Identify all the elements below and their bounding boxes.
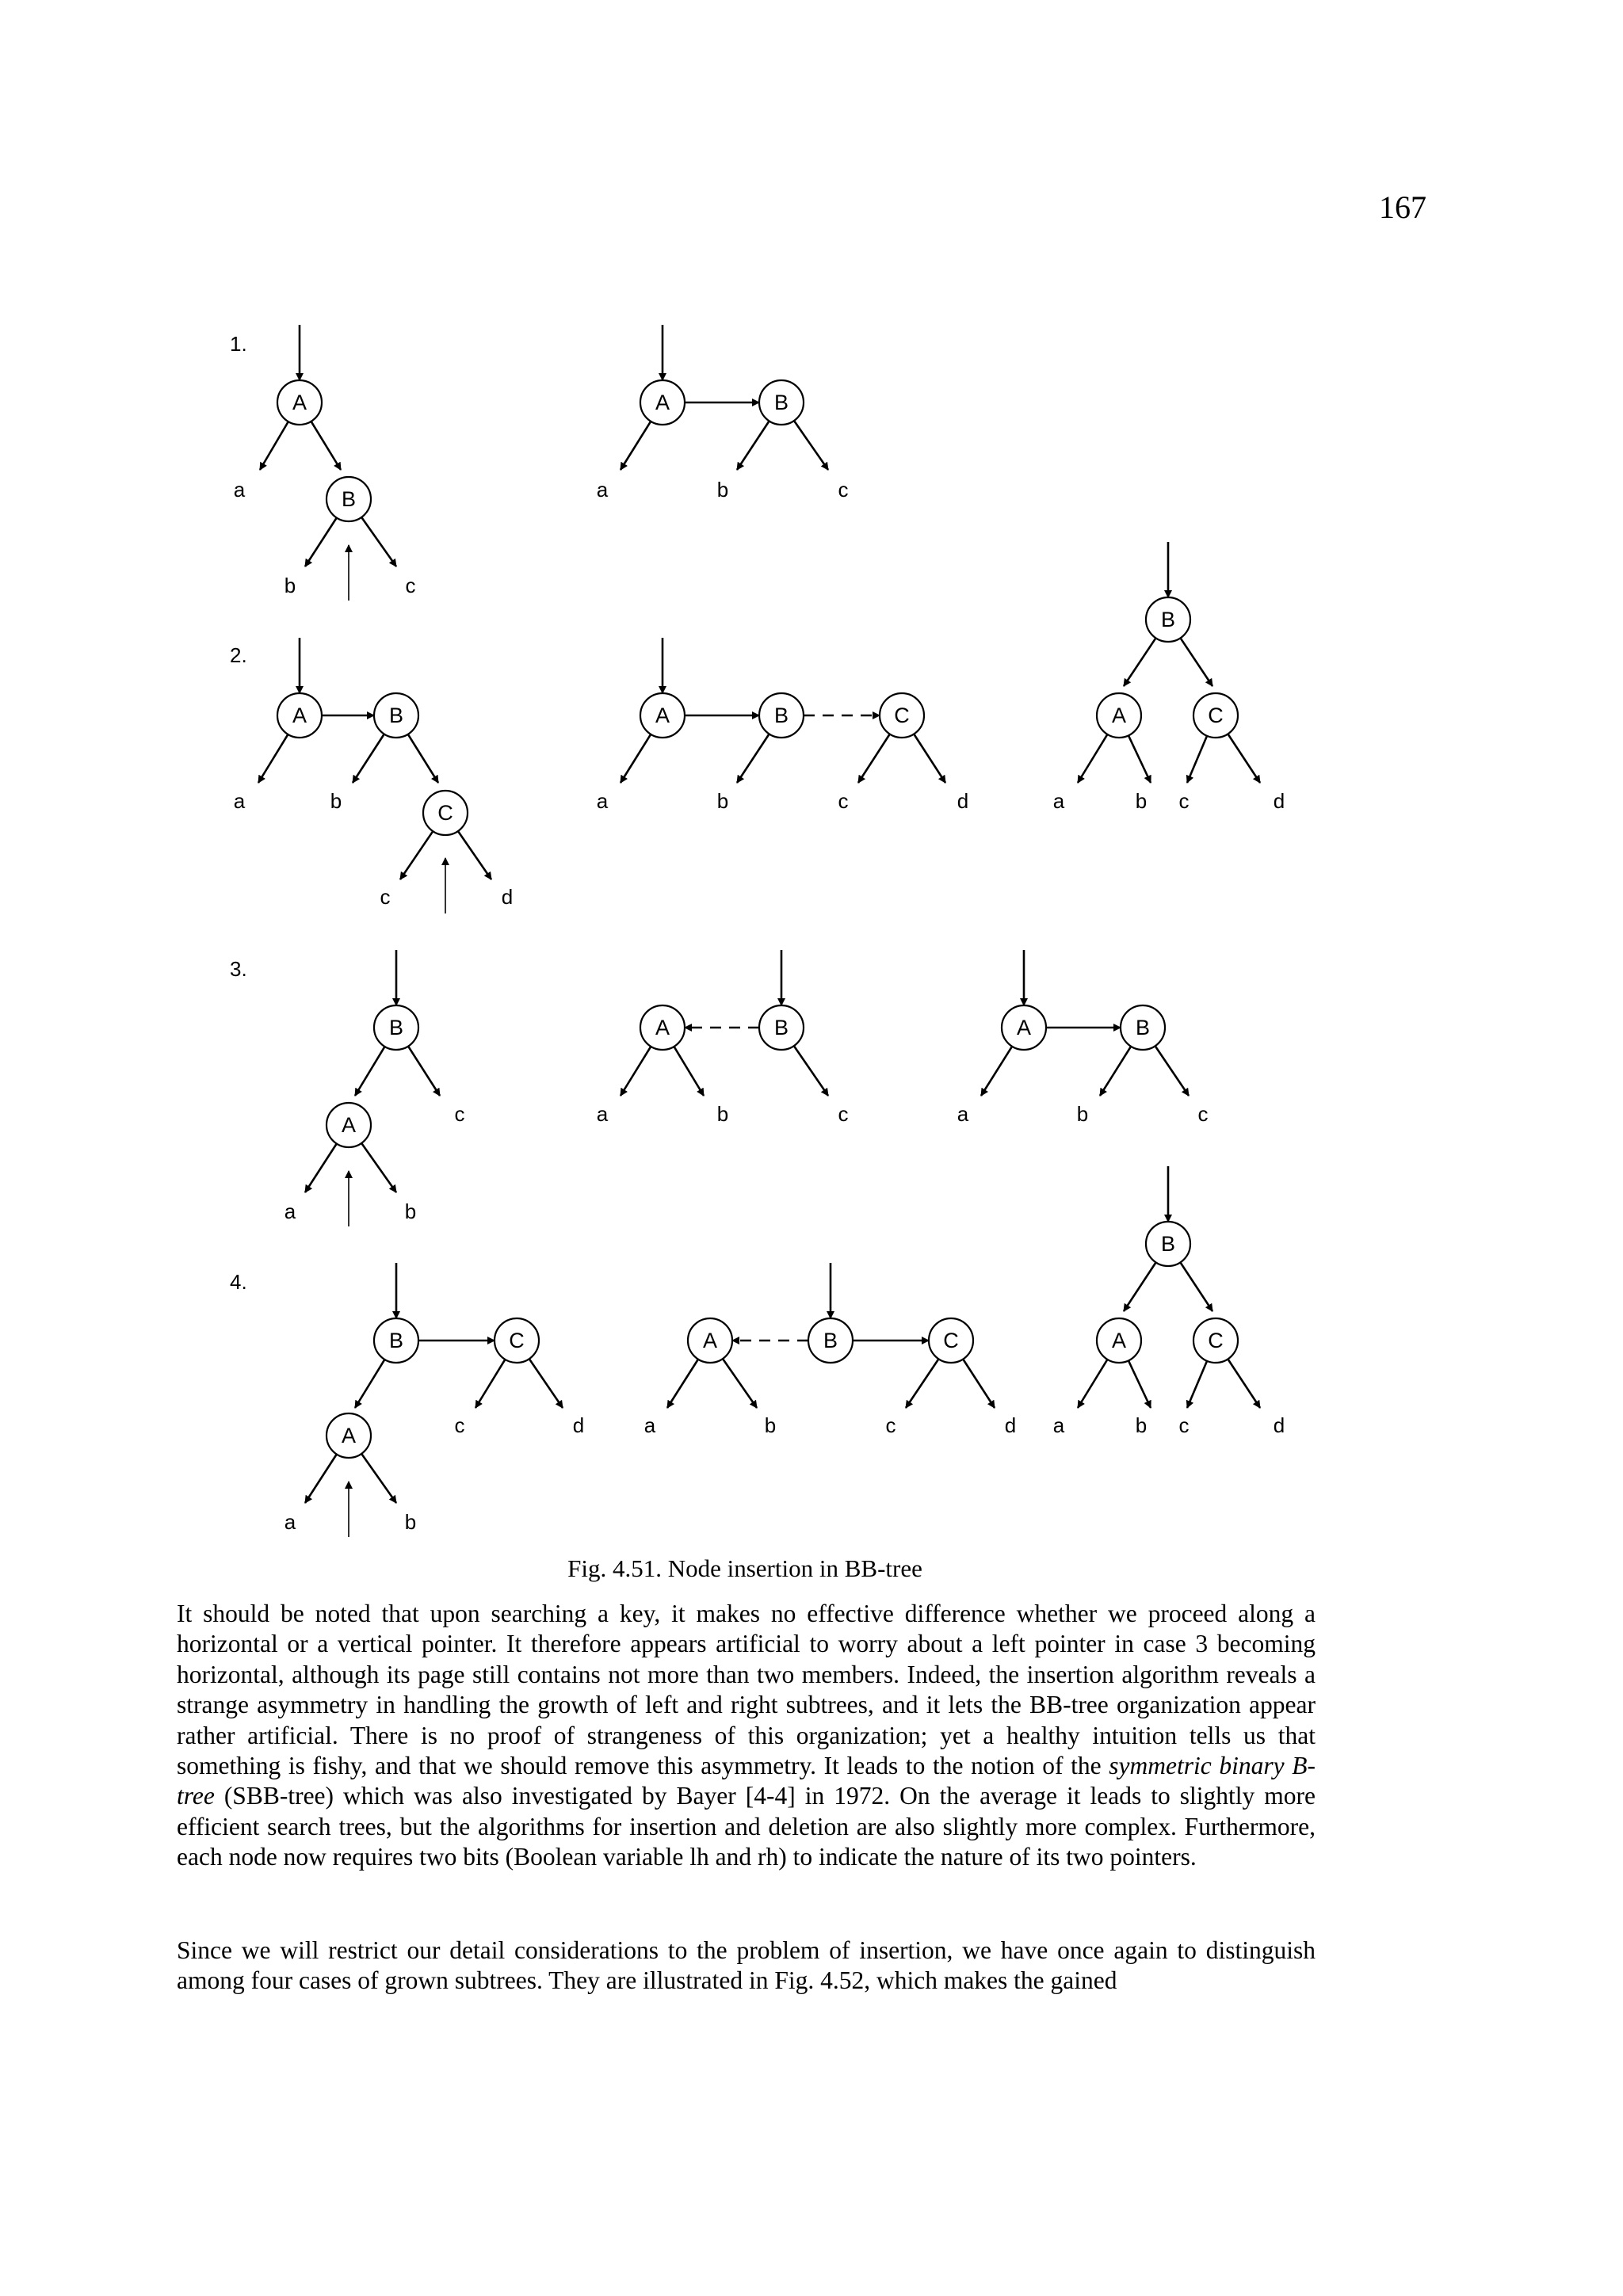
- pointer-arrow: [305, 1455, 337, 1503]
- tree-node-c: [880, 693, 924, 738]
- node-label: A: [1111, 704, 1127, 727]
- pointer-arrow: [674, 1047, 704, 1096]
- pointer-arrow: [1187, 736, 1207, 783]
- subtree-label-c: c: [885, 1413, 896, 1437]
- tree-node-a: [277, 693, 322, 738]
- subtree-label-d: d: [572, 1413, 585, 1437]
- subtree-label-a: a: [596, 789, 609, 813]
- pointer-arrow: [1078, 734, 1107, 783]
- pointer-arrow: [1228, 1359, 1260, 1408]
- subtree-label-d: d: [1273, 1413, 1285, 1437]
- pointer-arrow: [1187, 1361, 1207, 1408]
- pointer-arrow: [1124, 638, 1155, 686]
- pointer-arrow: [621, 1047, 651, 1096]
- pointer-arrow: [361, 517, 396, 566]
- pointer-arrow: [1228, 734, 1260, 783]
- pointer-arrow: [260, 421, 288, 470]
- case-label-2: 2.: [230, 643, 247, 667]
- subtree-label-a: a: [233, 478, 246, 502]
- paragraph-1-part-1: It should be noted that upon searching a key, it makes no effective difference whether we proceed along a horizontal or a vertical pointer. It therefore appears artificial to worry about a left pointer in case 3 becoming horizontal, although its page still contains not more than two members. Indeed, the insertion algorithm reveals a strange asymmetry in handling the growth of left and right subtrees, and it lets the BB-tree organization appear rather artificial. There is no proof of strangeness of this organization; yet a healthy intuition tells us that something is fishy, and that we should remove this asymmetry. It leads to the notion of the: [177, 1600, 1316, 1780]
- tree-node-c: [1193, 693, 1238, 738]
- subtree-label-d: d: [1273, 789, 1285, 813]
- paragraph-2: Since we will restrict our detail considerations to the problem of insertion, we have once again to distinguish among four cases of grown subtrees. They are illustrated in Fig. 4.52, which makes the gained: [177, 1936, 1316, 1995]
- pointer-arrow: [305, 1144, 337, 1192]
- paragraph-1-part-2: (SBB-tree) which was also investigated by Bayer [4-4] in 1972. On the average it leads to slightly more efficient search trees, but the algorithms for insertion and deletion are also slightly more complex. Furthermore, each node now requires two bits (Boolean variable lh and rh) to indicate the nature of its two pointers.: [177, 1782, 1316, 1871]
- pointer-arrow: [355, 1047, 385, 1096]
- tree-node-c: [929, 1318, 973, 1363]
- pointer-arrow: [981, 1047, 1012, 1096]
- pointer-arrow: [963, 1360, 995, 1408]
- pointer-arrow: [1128, 1360, 1151, 1408]
- subtree-label-a: a: [643, 1413, 656, 1437]
- subtree-label-b: b: [330, 789, 342, 813]
- pointer-arrow: [458, 831, 491, 879]
- pointer-arrow: [1180, 1262, 1212, 1311]
- pointer-arrow: [305, 518, 337, 566]
- node-label: A: [655, 391, 670, 414]
- node-label: C: [894, 704, 910, 727]
- subtree-label-a: a: [596, 1102, 609, 1126]
- tree-node-b: [374, 1005, 418, 1050]
- subtree-label-c: c: [1178, 1413, 1190, 1437]
- pointer-arrow: [361, 1454, 396, 1503]
- subtree-label-c: c: [838, 478, 849, 502]
- pointer-arrow: [408, 734, 438, 783]
- subtree-label-a: a: [957, 1102, 969, 1126]
- subtree-label-b: b: [716, 478, 729, 502]
- pointer-arrow: [737, 734, 769, 783]
- paragraph-1: [177, 1599, 1316, 1873]
- node-label: A: [702, 1329, 718, 1352]
- case-label-3: 3.: [230, 957, 247, 981]
- case-label-1: 1.: [230, 332, 247, 356]
- tree-node-b: [759, 1005, 804, 1050]
- tree-node-c: [1193, 1318, 1238, 1363]
- pointer-arrow: [906, 1359, 938, 1408]
- node-label: C: [437, 801, 453, 825]
- pointer-arrow: [1181, 638, 1212, 686]
- node-label: A: [292, 704, 307, 727]
- tree-node-b: [808, 1318, 853, 1363]
- subtree-label-b: b: [1135, 789, 1148, 813]
- pointer-arrow: [794, 1046, 828, 1096]
- tree-node-b: [327, 477, 371, 521]
- node-label: C: [1208, 1329, 1224, 1352]
- node-label: C: [943, 1329, 959, 1352]
- tree-node-b: [759, 693, 804, 738]
- node-label: C: [1208, 704, 1224, 727]
- subtree-label-c: c: [1197, 1102, 1209, 1126]
- tree-node-a: [1002, 1005, 1046, 1050]
- subtree-label-b: b: [764, 1413, 777, 1437]
- tree-node-b: [759, 380, 804, 425]
- node-label: C: [509, 1329, 525, 1352]
- subtree-label-b: b: [284, 574, 296, 597]
- pointer-arrow: [737, 421, 769, 470]
- subtree-label-b: b: [1076, 1102, 1089, 1126]
- node-label: B: [773, 1016, 789, 1039]
- tree-node-a: [640, 693, 685, 738]
- subtree-label-d: d: [957, 789, 969, 813]
- tree-node-c: [423, 791, 468, 835]
- subtree-label-c: c: [1178, 789, 1190, 813]
- pointer-arrow: [355, 1360, 384, 1408]
- page-number: 167: [1379, 189, 1426, 225]
- subtree-label-b: b: [716, 789, 729, 813]
- node-label: B: [341, 487, 357, 511]
- pointer-arrow: [475, 1360, 505, 1408]
- subtree-label-b: b: [404, 1199, 417, 1223]
- subtree-label-c: c: [454, 1413, 465, 1437]
- figure-caption: Fig. 4.51. Node insertion in BB-tree: [567, 1554, 922, 1582]
- tree-node-b: [1121, 1005, 1165, 1050]
- pointer-arrow: [858, 734, 890, 783]
- subtree-label-a: a: [1052, 789, 1065, 813]
- node-label: B: [773, 391, 789, 414]
- tree-node-b: [1146, 597, 1190, 642]
- subtree-label-a: a: [284, 1199, 296, 1223]
- node-label: B: [773, 704, 789, 727]
- node-label: B: [388, 1329, 404, 1352]
- node-label: B: [823, 1329, 838, 1352]
- subtree-label-a: a: [1052, 1413, 1065, 1437]
- node-label: A: [1111, 1329, 1127, 1352]
- subtree-label-a: a: [233, 789, 246, 813]
- pointer-arrow: [914, 734, 945, 783]
- node-label: A: [341, 1113, 357, 1137]
- subtree-label-d: d: [1004, 1413, 1017, 1437]
- subtree-label-b: b: [716, 1102, 729, 1126]
- pointer-arrow: [1124, 1262, 1156, 1311]
- node-label: B: [388, 704, 404, 727]
- subtree-label-c: c: [405, 574, 416, 597]
- tree-node-a: [327, 1413, 371, 1458]
- subtree-label-c: c: [380, 885, 391, 909]
- pointer-arrow: [408, 1047, 440, 1096]
- subtree-label-c: c: [454, 1102, 465, 1126]
- pointer-arrow: [723, 1359, 757, 1408]
- subtree-label-b: b: [1135, 1413, 1148, 1437]
- node-label: A: [292, 391, 307, 414]
- tree-node-a: [1097, 693, 1141, 738]
- pointer-arrow: [400, 831, 433, 879]
- tree-node-a: [327, 1103, 371, 1147]
- node-label: B: [388, 1016, 404, 1039]
- subtree-label-a: a: [596, 478, 609, 502]
- pointer-arrow: [1128, 735, 1151, 783]
- tree-node-a: [277, 380, 322, 425]
- node-label: B: [1160, 608, 1176, 631]
- pointer-arrow: [667, 1360, 698, 1408]
- pointer-arrow: [621, 421, 651, 470]
- subtree-label-b: b: [404, 1510, 417, 1534]
- tree-node-a: [640, 1005, 685, 1050]
- pointer-arrow: [1155, 1046, 1189, 1096]
- pointer-arrow: [361, 1143, 396, 1192]
- pointer-arrow: [794, 421, 828, 470]
- tree-node-b: [1146, 1222, 1190, 1266]
- case-label-4: 4.: [230, 1270, 247, 1294]
- subtree-label-c: c: [838, 1102, 849, 1126]
- pointer-arrow: [258, 734, 288, 783]
- node-label: B: [1160, 1232, 1176, 1256]
- node-label: A: [341, 1424, 357, 1447]
- tree-node-b: [374, 693, 418, 738]
- node-label: A: [1016, 1016, 1032, 1039]
- node-label: A: [655, 1016, 670, 1039]
- subtree-label-a: a: [284, 1510, 296, 1534]
- tree-node-a: [1097, 1318, 1141, 1363]
- tree-node-c: [495, 1318, 539, 1363]
- pointer-arrow: [311, 421, 341, 470]
- pointer-arrow: [621, 734, 651, 783]
- tree-node-a: [688, 1318, 732, 1363]
- tree-node-b: [374, 1318, 418, 1363]
- subtree-label-d: d: [501, 885, 514, 909]
- node-label: A: [655, 704, 670, 727]
- subtree-label-c: c: [838, 789, 849, 813]
- pointer-arrow: [1100, 1047, 1131, 1096]
- node-label: B: [1135, 1016, 1151, 1039]
- pointer-arrow: [1078, 1360, 1107, 1408]
- pointer-arrow: [353, 734, 384, 783]
- pointer-arrow: [529, 1359, 563, 1408]
- term-sbb-tree: symmetric binary B-tree: [177, 1752, 1316, 1810]
- tree-node-a: [640, 380, 685, 425]
